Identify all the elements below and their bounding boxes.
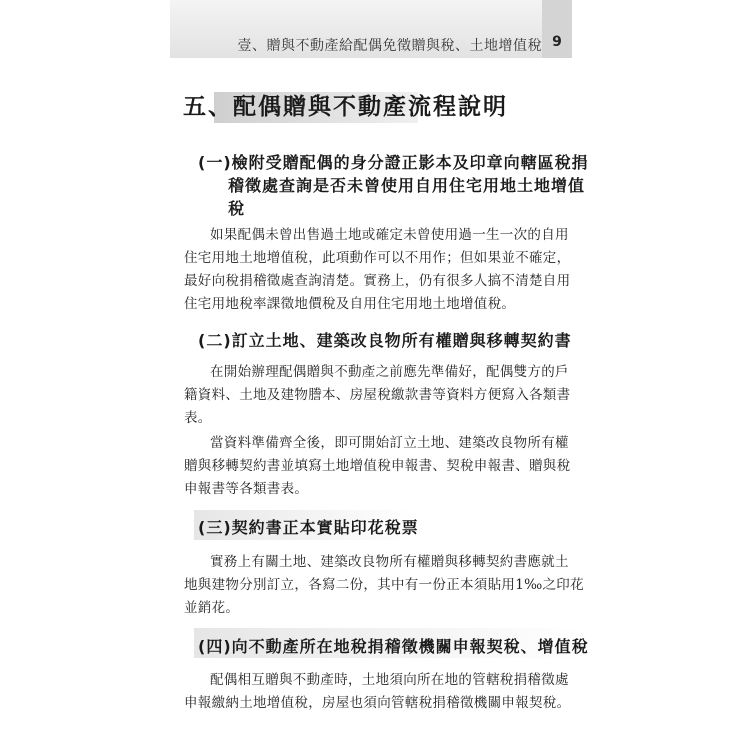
subsection-2-para-line: 贈與移轉契約書並填寫土地增值稅申報書、契稅申報書、贈與稅 <box>184 458 571 474</box>
subsection-2-para-line: 申報書等各類書表。 <box>184 481 309 497</box>
subsection-1-para-line: 最好向稅捐稽徵處查詢清楚。實務上，仍有很多人搞不清楚自用 <box>184 273 571 289</box>
subsection-1-para-line: 如果配偶未曾出售過土地或確定未曾使用過一生一次的自用 <box>210 227 569 243</box>
subsection-1-para-line: 住宅用地稅率課徵地價稅及自用住宅用地土地增值稅。 <box>184 296 516 312</box>
subsection-4-para-line: 申報繳納土地增值稅，房屋也須向管轄稅捐稽徵機關申報契稅。 <box>184 695 571 711</box>
section-title: 五、配偶贈與不動產流程說明 <box>183 93 508 120</box>
subsection-2-heading: (二)訂立土地、建築改良物所有權贈與移轉契約書 <box>198 331 572 350</box>
subsection-1-heading-line3: 稅 <box>228 199 246 218</box>
subsection-1-para-line: 住宅用地土地增值稅，此項動作可以不用作；但如果並不確定， <box>184 250 571 266</box>
subsection-1-heading-line2: 稽徵處查詢是否未曾使用自用住宅用地土地增值 <box>228 176 586 195</box>
subsection-2-para-line: 在開始辦理配偶贈與不動產之前應先準備好，配偶雙方的戶 <box>210 364 569 380</box>
subsection-1-heading-line1: (一)檢附受贈配偶的身分證正影本及印章向轄區稅捐 <box>198 153 589 172</box>
subsection-3-para-line: 並銷花。 <box>184 600 240 616</box>
subsection-3-heading: (三)契約書正本實貼印花稅票 <box>198 518 419 537</box>
running-header-title: 壹、贈與不動產給配偶免徵贈與稅、土地增值稅 <box>237 38 542 54</box>
subsection-3-para-line: 地與建物分別訂立，各寫二份，其中有一份正本須貼用1‰之印花 <box>184 577 584 593</box>
page-number: 9 <box>552 34 562 50</box>
subsection-2-para-line: 籍資料、土地及建物謄本、房屋稅繳款書等資料方便寫入各類書 <box>184 387 571 403</box>
subsection-4-heading: (四)向不動產所在地稅捐稽徵機關申報契稅、增值稅 <box>198 637 589 656</box>
subsection-3-para-line: 實務上有關土地、建築改良物所有權贈與移轉契約書應就土 <box>210 554 569 570</box>
page-number-box <box>542 0 572 58</box>
subsection-4-para-line: 配偶相互贈與不動產時，土地須向所在地的管轄稅捐稽徵處 <box>210 672 569 688</box>
subsection-2-para-line: 表。 <box>184 410 212 426</box>
subsection-2-para-line: 當資料準備齊全後，即可開始訂立土地、建築改良物所有權 <box>210 435 569 451</box>
